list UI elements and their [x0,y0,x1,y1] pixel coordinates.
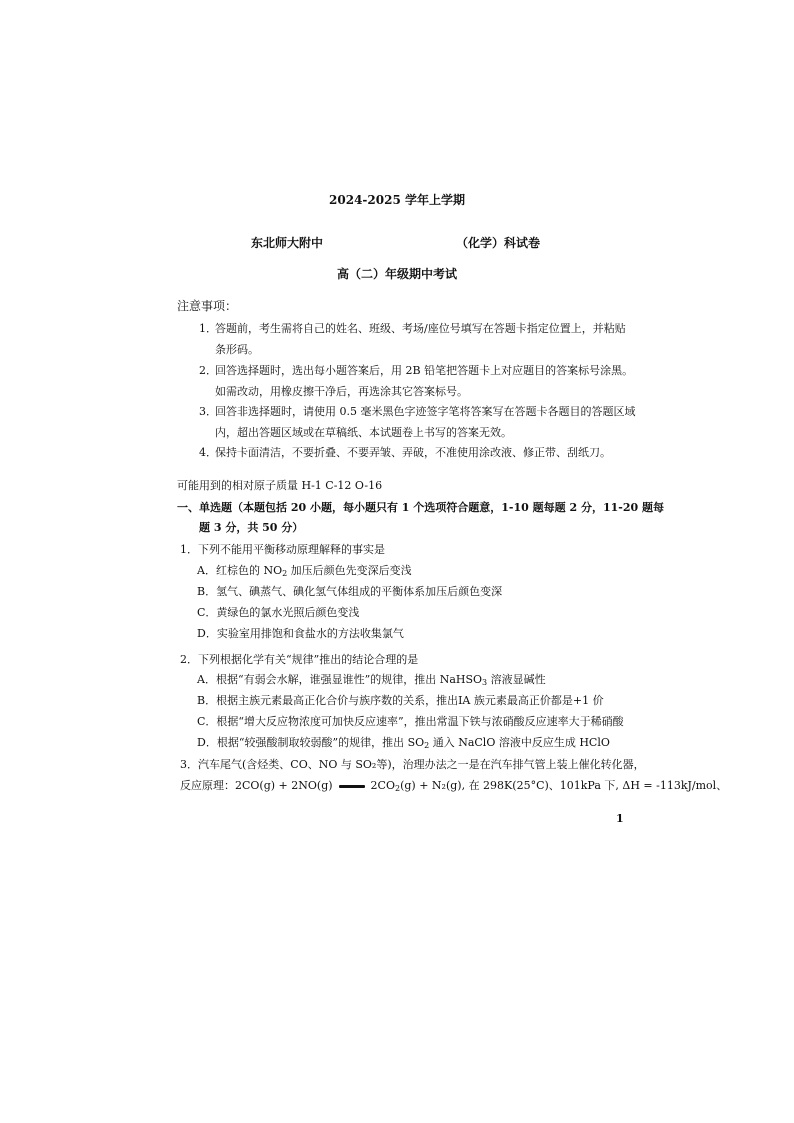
notice-item-4-line-1: 保持卡面清洁，不要折叠、不要弄皱、弄破，不准使用涂改液、修正带、刮纸刀。 [215,446,611,459]
option-label: A． [197,564,216,577]
question-3-line-2 [180,779,727,793]
school-name: 东北师大附中 [251,236,324,250]
reaction-reactants: 反应原理：2CO(g) + 2NO(g) [180,779,333,792]
question-1-option-a [197,564,412,578]
option-label: A． [197,673,216,686]
question-2-option-a [197,673,546,687]
notice-title: 注意事项： [177,299,238,313]
subscript: 2 [282,569,288,578]
notice-item-2-line-2: 如需改动，用橡皮擦干净后，再选涂其它答案标号。 [215,385,468,398]
notice-item-3-line-2: 内，超出答题区域或在草稿纸、本试题卷上书写的答案无效。 [215,426,512,439]
grade-exam-title: 高（二）年级期中考试 [336,267,457,281]
question-1-option-d: D．实验室用排饱和食盐水的方法收集氯气 [197,627,404,640]
subscript: 2 [394,784,401,793]
reaction-product: 2CO [370,779,395,792]
notice-item-1-line-1: 答题前，考生需将自己的姓名、班级、考场/座位号填写在答题卡指定位置上，并粘贴 [215,322,626,335]
equilibrium-arrow-icon [339,785,365,788]
notice-item-3-number: 3． [199,405,217,418]
notice-item-1-number: 1． [199,322,217,335]
atomic-mass-line: 可能用到的相对原子质量 H-1 C-12 O-16 [177,479,383,492]
question-3-line-1: 3．汽车尾气(含烃类、CO、NO 与 SO₂等)，治理办法之一是在汽车排气管上装上催化转化器， [180,758,645,771]
reaction-conditions: (g) + N₂(g), 在 298K(25°C)、101kPa 下, ΔH = -113kJ/mol、 [400,779,728,792]
option-text-end: 溶液显碱性 [487,673,546,686]
question-2-option-d [197,736,610,750]
question-1-option-c: C．黄绿色的氯水光照后颜色变浅 [197,606,360,619]
notice-item-1-line-2: 条形码。 [215,343,259,356]
question-2-stem: 2．下列根据化学有关“规律”推出的结论合理的是 [180,653,419,666]
question-2-option-b: B．根据主族元素最高正化合价与族序数的关系，推出IA 族元素最高正价都是+1 价 [197,694,604,707]
subscript: 2 [424,741,430,750]
notice-item-3-line-1: 回答非选择题时，请使用 0.5 毫米黑色字迹签字笔将答案写在答题卡各题目的答题区域 [215,405,636,418]
section-1-heading-line-2: 题 3 分，共 50 分） [199,521,304,534]
notice-item-2-line-1: 回答选择题时，选出每小题答案后，用 2B 铅笔把答题卡上对应题目的答案标号涂黑。 [215,364,634,377]
option-label: D． [197,736,217,749]
option-text-end: 通入 NaClO 溶液中反应生成 HClO [429,736,610,749]
notice-item-2-number: 2． [199,364,217,377]
subject-title: （化学）科试卷 [456,236,541,250]
question-2-option-c: C．根据“增大反应物浓度可加快反应速率”，推出常温下铁与浓硝酸反应速率大于稀硝酸 [197,715,624,728]
option-text: 根据“较强酸制取较弱酸”的规律，推出 SO [216,736,425,749]
exam-year-term: 2024-2025 学年上学期 [329,193,465,207]
notice-item-4-number: 4． [199,446,217,459]
page-number: 1 [616,812,624,825]
option-text-end: 加压后颜色先变深后变浅 [287,564,412,577]
question-1-stem: 1．下列不能用平衡移动原理解释的事实是 [180,543,385,556]
question-1-option-b: B．氢气、碘蒸气、碘化氢气体组成的平衡体系加压后颜色变深 [197,585,503,598]
option-text: 红棕色的 NO [215,564,283,577]
option-text: 根据“有弱会水解，谁强显谁性”的规律，推出 NaHSO [215,673,483,686]
subscript: 3 [482,678,488,687]
section-1-heading-line-1: 一、单选题（本题包括 20 小题，每小题只有 1 个选项符合题意，1-10 题每题 2 分，11-20 题每 [177,501,664,514]
